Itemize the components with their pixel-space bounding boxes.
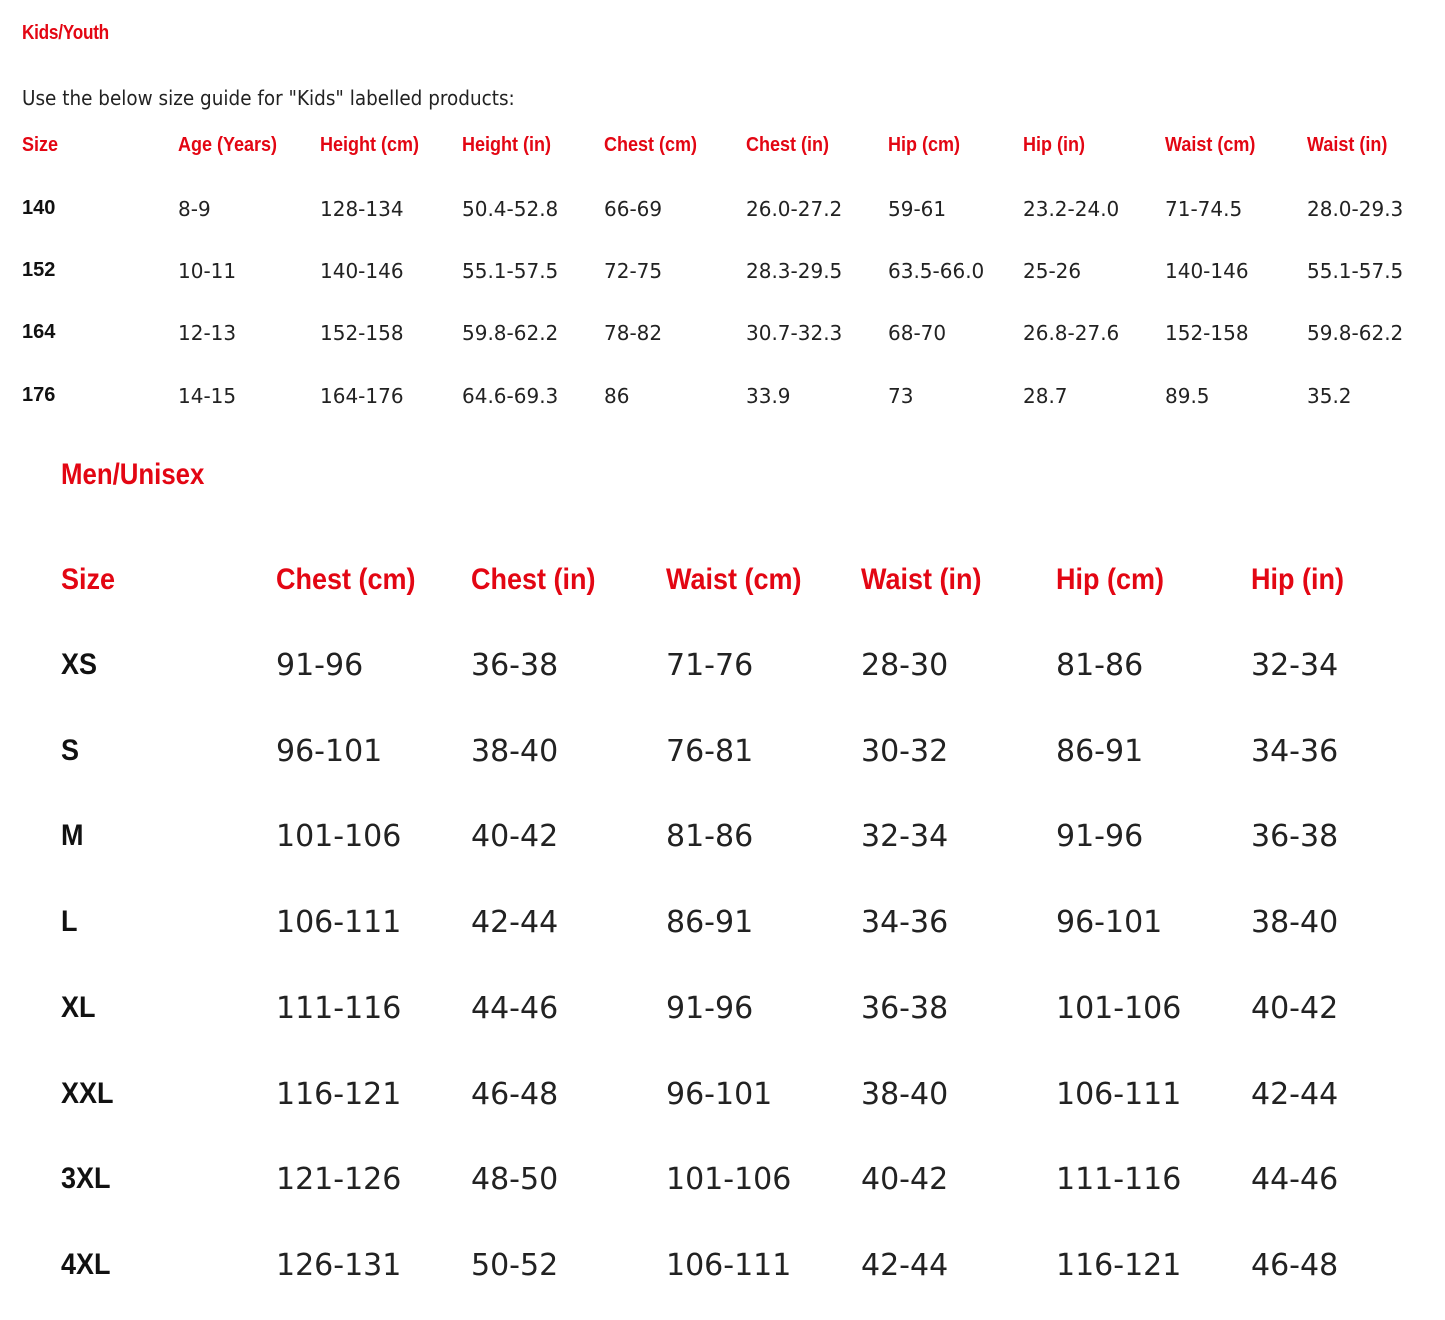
table-cell: 164-176 — [320, 384, 404, 408]
table-cell: 121-126 — [276, 1162, 402, 1197]
table-cell: 42-44 — [1251, 1077, 1339, 1112]
table-cell: 91-96 — [1056, 819, 1144, 854]
table-cell: 36-38 — [471, 648, 559, 683]
men-header-cell: Hip (cm) — [1056, 563, 1164, 596]
table-cell: 59.8-62.2 — [462, 321, 559, 345]
kids-header-cell: Age (Years) — [178, 134, 278, 156]
table-cell: 59.8-62.2 — [1307, 321, 1404, 345]
table-cell: 55.1-57.5 — [1307, 259, 1404, 283]
table-cell: 50.4-52.8 — [462, 197, 559, 221]
table-cell: 34-36 — [1251, 734, 1339, 769]
table-cell: 76-81 — [666, 734, 754, 769]
table-cell: 12-13 — [178, 321, 237, 345]
table-cell: 46-48 — [471, 1077, 559, 1112]
kids-size-cell: 176 — [22, 384, 56, 406]
men-size-cell: XL — [61, 991, 96, 1024]
table-cell: 68-70 — [888, 321, 947, 345]
kids-header-cell: Waist (cm) — [1165, 134, 1256, 156]
table-cell: 44-46 — [1251, 1162, 1339, 1197]
kids-header-cell: Size — [22, 134, 59, 156]
table-cell: 81-86 — [666, 819, 754, 854]
table-cell: 25-26 — [1023, 259, 1082, 283]
table-cell: 40-42 — [471, 819, 559, 854]
table-cell: 32-34 — [1251, 648, 1339, 683]
men-header-cell: Waist (in) — [861, 563, 982, 596]
table-cell: 44-46 — [471, 991, 559, 1026]
table-cell: 73 — [888, 384, 914, 408]
kids-header-cell: Chest (cm) — [604, 134, 698, 156]
table-cell: 86-91 — [1056, 734, 1144, 769]
kids-intro-text: Use the below size guide for "Kids" labelled products: — [22, 86, 515, 110]
table-cell: 106-111 — [666, 1248, 792, 1283]
table-cell: 23.2-24.0 — [1023, 197, 1120, 221]
table-cell: 111-116 — [276, 991, 402, 1026]
table-cell: 152-158 — [320, 321, 404, 345]
men-section-title: Men/Unisex — [61, 458, 205, 491]
kids-header-cell: Chest (in) — [746, 134, 829, 156]
kids-header-cell: Height (cm) — [320, 134, 419, 156]
table-cell: 72-75 — [604, 259, 663, 283]
table-cell: 140-146 — [320, 259, 404, 283]
table-cell: 10-11 — [178, 259, 237, 283]
table-cell: 38-40 — [471, 734, 559, 769]
table-cell: 66-69 — [604, 197, 663, 221]
men-header-cell: Chest (cm) — [276, 563, 416, 596]
men-size-cell: XXL — [61, 1077, 114, 1110]
men-size-cell: 3XL — [61, 1162, 111, 1195]
table-cell: 101-106 — [276, 819, 402, 854]
table-cell: 71-76 — [666, 648, 754, 683]
table-cell: 86-91 — [666, 905, 754, 940]
kids-header-cell: Hip (cm) — [888, 134, 960, 156]
table-cell: 128-134 — [320, 197, 404, 221]
table-cell: 116-121 — [1056, 1248, 1182, 1283]
table-cell: 152-158 — [1165, 321, 1249, 345]
table-cell: 46-48 — [1251, 1248, 1339, 1283]
table-cell: 8-9 — [178, 197, 211, 221]
table-cell: 78-82 — [604, 321, 663, 345]
men-size-cell: S — [61, 734, 80, 767]
table-cell: 71-74.5 — [1165, 197, 1243, 221]
table-cell: 86 — [604, 384, 630, 408]
kids-size-cell: 140 — [22, 197, 56, 219]
men-header-cell: Waist (cm) — [666, 563, 802, 596]
kids-header-cell: Waist (in) — [1307, 134, 1388, 156]
table-cell: 30.7-32.3 — [746, 321, 843, 345]
table-cell: 36-38 — [861, 991, 949, 1026]
table-cell: 32-34 — [861, 819, 949, 854]
kids-header-cell: Height (in) — [462, 134, 551, 156]
table-cell: 34-36 — [861, 905, 949, 940]
table-cell: 50-52 — [471, 1248, 559, 1283]
table-cell: 36-38 — [1251, 819, 1339, 854]
men-size-cell: 4XL — [61, 1248, 111, 1281]
table-cell: 106-111 — [276, 905, 402, 940]
table-cell: 42-44 — [861, 1248, 949, 1283]
table-cell: 38-40 — [1251, 905, 1339, 940]
table-cell: 33.9 — [746, 384, 791, 408]
table-cell: 59-61 — [888, 197, 947, 221]
table-cell: 81-86 — [1056, 648, 1144, 683]
table-cell: 28.7 — [1023, 384, 1068, 408]
table-cell: 35.2 — [1307, 384, 1352, 408]
men-header-cell: Hip (in) — [1251, 563, 1344, 596]
men-size-cell: L — [61, 905, 78, 938]
table-cell: 28.3-29.5 — [746, 259, 843, 283]
table-cell: 63.5-66.0 — [888, 259, 985, 283]
kids-size-cell: 152 — [22, 259, 56, 281]
table-cell: 91-96 — [666, 991, 754, 1026]
table-cell: 40-42 — [861, 1162, 949, 1197]
table-cell: 26.8-27.6 — [1023, 321, 1120, 345]
table-cell: 14-15 — [178, 384, 237, 408]
men-header-cell: Chest (in) — [471, 563, 596, 596]
men-size-cell: XS — [61, 648, 98, 681]
table-cell: 42-44 — [471, 905, 559, 940]
table-cell: 38-40 — [861, 1077, 949, 1112]
kids-section-title: Kids/Youth — [22, 22, 109, 44]
table-cell: 111-116 — [1056, 1162, 1182, 1197]
table-cell: 91-96 — [276, 648, 364, 683]
table-cell: 96-101 — [1056, 905, 1163, 940]
men-header-cell: Size — [61, 563, 116, 596]
table-cell: 30-32 — [861, 734, 949, 769]
table-cell: 26.0-27.2 — [746, 197, 843, 221]
table-cell: 64.6-69.3 — [462, 384, 559, 408]
table-cell: 116-121 — [276, 1077, 402, 1112]
table-cell: 89.5 — [1165, 384, 1210, 408]
table-cell: 101-106 — [1056, 991, 1182, 1026]
table-cell: 96-101 — [666, 1077, 773, 1112]
kids-size-cell: 164 — [22, 321, 56, 343]
men-size-cell: M — [61, 819, 84, 852]
table-cell: 101-106 — [666, 1162, 792, 1197]
table-cell: 140-146 — [1165, 259, 1249, 283]
table-cell: 28.0-29.3 — [1307, 197, 1404, 221]
table-cell: 96-101 — [276, 734, 383, 769]
table-cell: 28-30 — [861, 648, 949, 683]
table-cell: 106-111 — [1056, 1077, 1182, 1112]
table-cell: 48-50 — [471, 1162, 559, 1197]
kids-header-cell: Hip (in) — [1023, 134, 1085, 156]
table-cell: 55.1-57.5 — [462, 259, 559, 283]
table-cell: 126-131 — [276, 1248, 402, 1283]
table-cell: 40-42 — [1251, 991, 1339, 1026]
